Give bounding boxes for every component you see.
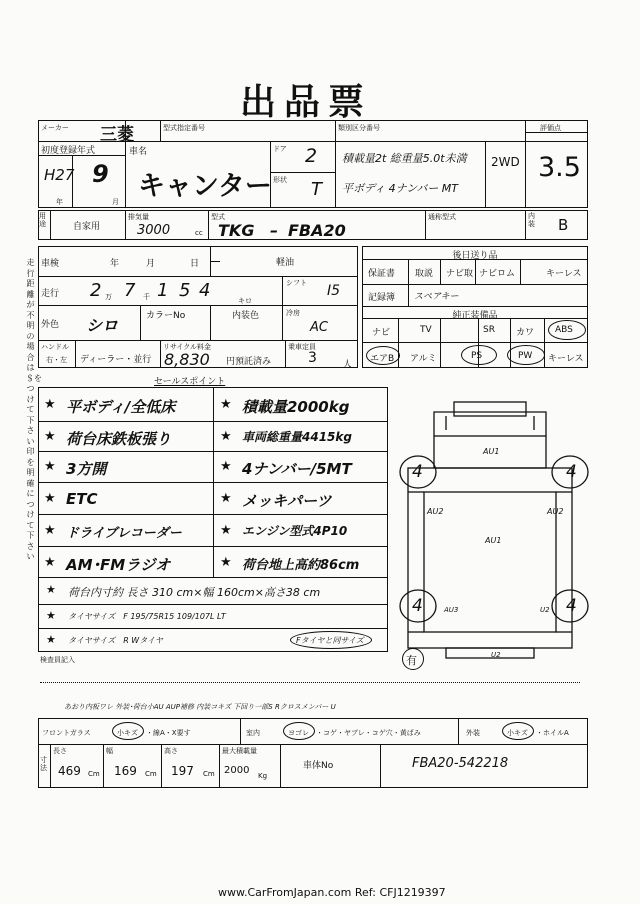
height-label: 高さ bbox=[164, 747, 178, 755]
bed-outline bbox=[408, 468, 572, 648]
maker-value: 三菱 bbox=[100, 125, 134, 145]
maker-label: メーカー bbox=[41, 124, 69, 132]
shape-label: 形状 bbox=[273, 176, 287, 184]
interior-grade: B bbox=[558, 216, 569, 234]
sales-star-left-1: ★ bbox=[44, 397, 56, 412]
tire-fr-value: 4 bbox=[566, 462, 577, 482]
recycle-value: 8,830 bbox=[164, 350, 210, 369]
max-load-label: 最大積載量 bbox=[222, 747, 257, 755]
equip-alumi: アルミ bbox=[410, 354, 437, 364]
mark-u2-right: U2 bbox=[540, 606, 550, 614]
yen-label: 円預託済み bbox=[226, 357, 272, 367]
interior-label: 内装 bbox=[528, 212, 535, 228]
sales-point-right-5: エンジン型式4P10 bbox=[242, 524, 348, 538]
sales-star-left-2: ★ bbox=[44, 429, 56, 444]
height-value: 197 bbox=[171, 764, 194, 778]
displacement-value: 3000 bbox=[137, 223, 171, 238]
equip-abs: ABS bbox=[555, 325, 573, 335]
sales-star-right-2: ★ bbox=[220, 429, 232, 444]
sales-star-wide-3: ★ bbox=[46, 633, 56, 646]
ext-color-value: シロ bbox=[86, 316, 119, 335]
first-reg-label: 初度登録年式 bbox=[41, 146, 96, 156]
tire-rr-value: 4 bbox=[566, 596, 577, 616]
month-label: 月 bbox=[112, 198, 119, 206]
width-label: 幅 bbox=[106, 747, 113, 755]
sales-star-wide-1: ★ bbox=[46, 583, 56, 596]
sales-star-wide-2: ★ bbox=[46, 609, 56, 622]
width-unit: Cm bbox=[145, 770, 157, 778]
equip-airbag: エアB bbox=[370, 354, 395, 364]
equip-keyless: キーレス bbox=[548, 354, 584, 364]
spec-line1: 積載量2t 総重量5.0t未満 bbox=[342, 152, 467, 165]
recycle-label: リサイクル料金 bbox=[163, 343, 212, 351]
form-title: 出品票 bbox=[240, 81, 373, 123]
room-circled: ヨゴレ bbox=[288, 729, 309, 737]
distance-digit-3: 1 bbox=[157, 280, 169, 301]
year-label: 年 bbox=[56, 198, 63, 206]
shift-label: シフト bbox=[286, 279, 307, 287]
displacement-label: 排気量 bbox=[128, 213, 149, 221]
spare-tire-mark: 有 bbox=[406, 654, 417, 667]
handle-label: ハンドル bbox=[41, 343, 69, 351]
equip-sr: SR bbox=[483, 325, 495, 335]
max-load-value: 2000 bbox=[224, 765, 250, 776]
door-value: 2 bbox=[305, 145, 318, 167]
mark-au3: AU3 bbox=[444, 606, 459, 614]
model-code-label: 型式指定番号 bbox=[163, 124, 205, 132]
distance-digit-4: 5 bbox=[179, 280, 191, 301]
after-items-label: 後日送り品 bbox=[452, 251, 498, 261]
ac-label: 冷房 bbox=[286, 309, 300, 317]
bumper-rear bbox=[446, 648, 534, 658]
tire-rl-value: 4 bbox=[412, 596, 423, 616]
equip-navi: ナビ bbox=[372, 328, 391, 338]
mark-au1-top: AU1 bbox=[483, 447, 500, 456]
sen-label: 千 bbox=[143, 293, 150, 301]
equipment-label: 純正装備品 bbox=[452, 311, 498, 321]
remarks-text: あおり内板ワレ 外装･荷台小AU AUP補修 内装コキズ 下回り一部S Rクロスメンバー U bbox=[64, 703, 336, 711]
spec-line2: 平ボディ 4ナンバー MT bbox=[342, 182, 459, 195]
man-label: 万 bbox=[105, 293, 112, 301]
equip-ps: PS bbox=[471, 351, 483, 361]
sales-point-left-6: AM･FMラジオ bbox=[66, 556, 171, 574]
mark-au2-right: AU2 bbox=[547, 507, 564, 516]
sales-star-left-4: ★ bbox=[44, 491, 56, 506]
after-item-2: 取説 bbox=[415, 269, 434, 279]
sales-point-right-1: 積載量2000kg bbox=[242, 398, 350, 416]
windshield-label: フロントガラス bbox=[42, 729, 91, 737]
sales-point-left-2: 荷台床鉄板張り bbox=[66, 430, 172, 448]
mark-au2-left: AU2 bbox=[427, 507, 444, 516]
type-a: TKG bbox=[218, 221, 255, 240]
room-options: ・コゲ・ヤブレ・コゲ穴・黄ばみ bbox=[316, 729, 421, 737]
grade-value: 3.5 bbox=[538, 152, 581, 183]
sales-star-left-3: ★ bbox=[44, 459, 56, 474]
category-code-label: 類別区分番号 bbox=[338, 124, 380, 132]
chassis-no-value: FBA20-542218 bbox=[412, 756, 509, 771]
chassis-no-label: 車体No bbox=[303, 761, 334, 771]
usage-value: 自家用 bbox=[73, 222, 101, 232]
mark-au1-mid: AU1 bbox=[485, 536, 502, 545]
inspection-label: 車検 bbox=[41, 259, 60, 269]
equip-pw: PW bbox=[518, 351, 533, 361]
door-label: ドア bbox=[273, 145, 287, 153]
length-label: 長さ bbox=[53, 747, 67, 755]
cc-label: cc bbox=[195, 229, 203, 237]
ext-color-label: 外色 bbox=[41, 320, 60, 330]
exterior-options: ・ホイルA bbox=[536, 729, 569, 737]
sales-points-label: セールスポイント bbox=[154, 377, 226, 387]
sales-star-right-6: ★ bbox=[220, 555, 232, 570]
dealer-label: ディーラー・並行 bbox=[80, 355, 152, 365]
car-name-label: 車名 bbox=[129, 147, 148, 157]
sales-star-right-1: ★ bbox=[220, 397, 232, 412]
sales-wide-3: タイヤサイズ R Wタイヤ bbox=[68, 636, 164, 645]
insp-year-label: 年 bbox=[110, 259, 120, 269]
after-item-5: キーレス bbox=[546, 269, 582, 279]
sales-point-left-5: ドライブレコーダー bbox=[66, 526, 182, 541]
after-item-7: スペアキー bbox=[414, 292, 459, 302]
after-item-6: 記録簿 bbox=[368, 293, 396, 303]
insp-month-label: 月 bbox=[146, 259, 156, 269]
int-color-label: 内装色 bbox=[232, 311, 260, 321]
after-item-1: 保証書 bbox=[368, 269, 396, 279]
sales-wide-2: タイヤサイズ F 195/75R15 109/107L LT bbox=[68, 612, 226, 621]
type-label: 型式 bbox=[211, 213, 225, 221]
km-label: キロ bbox=[238, 297, 252, 305]
same-size-note: Fタイヤと同サイズ bbox=[296, 636, 364, 645]
max-load-unit: Kg bbox=[258, 772, 268, 780]
equip-kawa: カワ bbox=[516, 328, 535, 338]
after-item-3: ナビ取 bbox=[446, 269, 474, 279]
mark-u2-bottom: U2 bbox=[491, 651, 501, 659]
sales-point-left-1: 平ボディ/全低床 bbox=[66, 398, 176, 416]
sales-point-left-4: ETC bbox=[66, 490, 98, 508]
usage-label: 用途 bbox=[39, 212, 46, 228]
distance-digit-2: 7 bbox=[124, 280, 136, 301]
windshield-options: ・線A・X要す bbox=[146, 729, 191, 737]
drive-value: 2WD bbox=[491, 155, 520, 169]
sales-star-right-5: ★ bbox=[220, 523, 232, 538]
sales-point-right-6: 荷台地上高約86cm bbox=[242, 558, 360, 573]
type-note-label: 通称型式 bbox=[428, 213, 456, 221]
type-dash: – bbox=[270, 221, 278, 240]
exterior-circled: 小キズ bbox=[507, 729, 528, 737]
sales-star-right-3: ★ bbox=[220, 459, 232, 474]
distance-digit-5: 4 bbox=[199, 280, 211, 301]
room-label: 室内 bbox=[246, 729, 260, 737]
dimensions-label: 寸法 bbox=[40, 756, 47, 772]
equip-tv: TV bbox=[420, 325, 432, 335]
sales-point-right-2: 車両総重量4415kg bbox=[242, 430, 352, 444]
length-value: 469 bbox=[58, 764, 81, 778]
car-name-value: キャンター bbox=[138, 171, 272, 202]
reg-month: 9 bbox=[92, 160, 109, 188]
type-b: FBA20 bbox=[288, 221, 346, 240]
after-item-4: ナビロム bbox=[479, 269, 516, 279]
color-no-label: カラーNo bbox=[146, 311, 186, 321]
sales-point-right-3: 4ナンバー/5MT bbox=[242, 460, 352, 478]
length-unit: Cm bbox=[88, 770, 100, 778]
insp-day-label: 日 bbox=[190, 259, 200, 269]
inspector-label: 検査員記入 bbox=[40, 656, 75, 664]
capacity-value: 3 bbox=[308, 350, 317, 366]
shape-value: T bbox=[311, 179, 322, 200]
sales-point-right-4: メッキパーツ bbox=[242, 492, 332, 510]
shift-value: I5 bbox=[327, 283, 341, 299]
sales-wide-1: 荷台内寸約 長さ 310 cm×幅 160cm×高さ38 cm bbox=[68, 586, 321, 599]
sales-point-left-3: 3方開 bbox=[66, 460, 107, 478]
ac-value: AC bbox=[310, 320, 328, 335]
exterior-label: 外装 bbox=[466, 729, 480, 737]
fuel-value: 軽油 bbox=[276, 258, 295, 268]
capacity-label: 乗車定員 bbox=[288, 343, 316, 351]
vertical-note: 走行距離が不明の場合は＄をつけて下さい印を明確につけて下さい bbox=[26, 258, 42, 561]
sales-star-left-6: ★ bbox=[44, 555, 56, 570]
width-value: 169 bbox=[114, 764, 137, 778]
cab-roof bbox=[454, 402, 526, 416]
distance-digit-1: 2 bbox=[90, 280, 102, 301]
sales-star-right-4: ★ bbox=[220, 491, 232, 506]
distance-label: 走行 bbox=[41, 289, 60, 299]
handle-options: 右・左 bbox=[46, 356, 67, 364]
sales-star-left-5: ★ bbox=[44, 523, 56, 538]
footer-ref: www.CarFromJapan.com Ref: CFJ1219397 bbox=[218, 886, 446, 899]
grade-label: 評価点 bbox=[540, 124, 561, 132]
reg-era: H27 bbox=[44, 166, 75, 184]
height-unit: Cm bbox=[203, 770, 215, 778]
windshield-circled: 小キズ bbox=[117, 729, 138, 737]
tire-fl-value: 4 bbox=[412, 462, 423, 482]
persons-label: 人 bbox=[343, 360, 353, 370]
